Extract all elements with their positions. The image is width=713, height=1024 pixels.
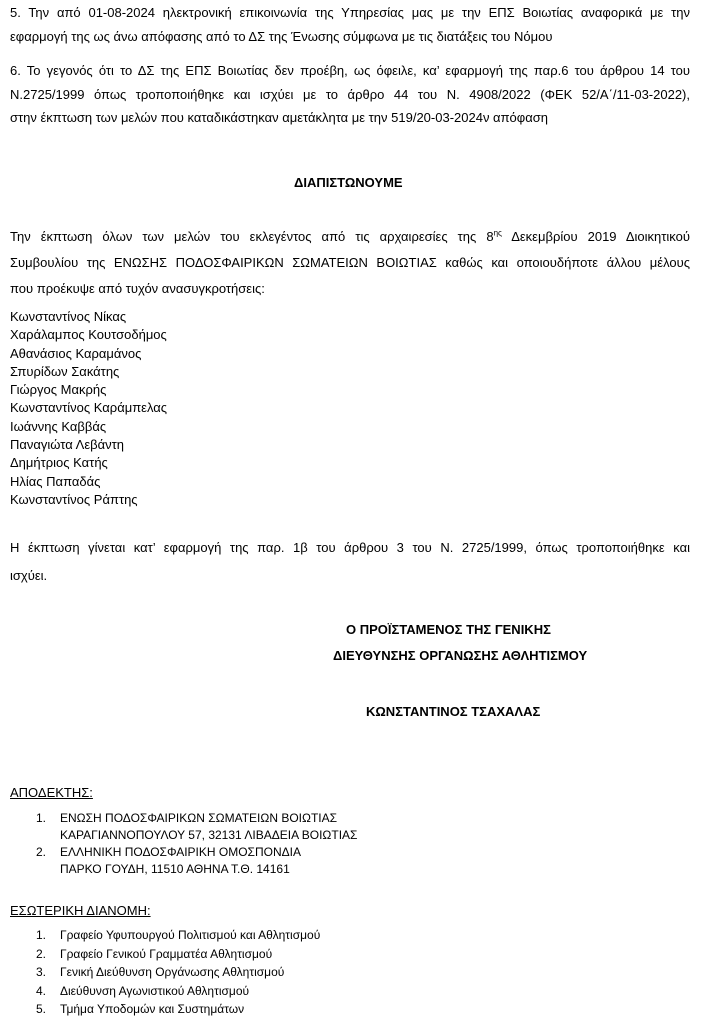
paragraph-6-line-3: στην έκπτωση των μελών που καταδικάστηκαν αμετάκλητα με την 519/20-03-2024ν απόφαση bbox=[10, 110, 548, 125]
list-item: 5. Τμήμα Υποδομών και Συστημάτων bbox=[36, 1002, 245, 1016]
list-item: Κωνσταντίνος Καράμπελας bbox=[10, 400, 168, 416]
list-item: Κωνσταντίνος Ράπτης bbox=[10, 491, 138, 507]
list-item: 2. Γραφείο Γενικού Γραμματέα Αθλητισμού bbox=[36, 946, 273, 961]
internal-distribution-list bbox=[36, 926, 320, 1019]
decision-heading: ΔΙΑΠΙΣΤΩΝΟΥΜΕ bbox=[294, 175, 403, 190]
list-item: Αθανάσιος Καραμάνος bbox=[10, 345, 142, 361]
list-item: 3. Γενική Διεύθυνση Οργάνωσης Αθλητισμού bbox=[36, 965, 285, 979]
list-item: Ιωάννης Καββάς bbox=[10, 418, 107, 434]
paragraph-6-line-1: 6. Το γεγονός ότι το ΔΣ της ΕΠΣ Βοιωτίας δεν προέβη, ως όφειλε, κα’ εφαρμογή της παρ.6 του άρθρου 14 του bbox=[10, 63, 690, 78]
list-item: 1. ΕΝΩΣΗ ΠΟΔΟΣΦΑΙΡΙΚΩΝ ΣΩΜΑΤΕΙΩΝ ΒΟΙΩΤΙΑΣ ΚΑΡΑΓΙΑΝΝΟΠΟΥΛΟΥ 57, 32131 ΛΙΒΑΔΕΙΑ ΒΟΙΩΤΙΑΣ bbox=[36, 811, 358, 842]
paragraph-5-line-2: εφαρμογή της ως άνω απόφασης από το ΔΣ της Ένωσης σύμφωνα με τις διατάξεις του Νόμου bbox=[10, 29, 553, 44]
paragraph-6-line-2: Ν.2725/1999 όπως τροποποιήθηκε και ισχύει με το άρθρο 44 του Ν. 4908/2022 (ΦΕΚ 52/Α΄/11-03-2022), bbox=[10, 87, 690, 102]
list-item: Χαράλαμπος Κουτσοδήμος bbox=[10, 327, 167, 343]
decision-line-2: Συμβουλίου της ΕΝΩΣΗΣ ΠΟΔΟΣΦΑΙΡΙΚΩΝ ΣΩΜΑΤΕΙΩΝ ΒΟΙΩΤΙΑΣ καθώς και οποιουδήποτε άλλου μέλους bbox=[10, 255, 690, 270]
list-item: Παναγιώτα Λεβάντη bbox=[10, 437, 124, 453]
list-item: 2. ΕΛΛΗΝΙΚΗ ΠΟΔΟΣΦΑΙΡΙΚΗ ΟΜΟΣΠΟΝΔΙΑ ΠΑΡΚΟ ΓΟΥΔΗ, 11510 ΑΘΗΝΑ Τ.Θ. 14161 bbox=[36, 845, 301, 876]
internal-distribution-label: ΕΣΩΤΕΡΙΚΗ ΔΙΑΝΟΜΗ: bbox=[10, 903, 151, 918]
decision-line-1: Την έκπτωση όλων των μελών του εκλεγέντος από τις αρχαιρεσίες της $8^{\eta\varsigma}$ Δεκεμβρίου 2019 Διοικητικού bbox=[10, 228, 690, 244]
signature-title-1: Ο ΠΡΟΪΣΤΑΜΕΝΟΣ ΤΗΣ ΓΕΝΙΚΗΣ bbox=[346, 622, 551, 637]
basis-line-1: Η έκπτωση γίνεται κατ’ εφαρμογή της παρ. 1β του άρθρου 3 του Ν. 2725/1999, όπως τροποποιήθηκε και bbox=[10, 540, 690, 555]
decision-line-3: που προέκυψε από τυχόν ανασυγκροτήσεις: bbox=[10, 281, 265, 296]
signature-title-2: ΔΙΕΥΘΥΝΣΗΣ ΟΡΓΑΝΩΣΗΣ ΑΘΛΗΤΙΣΜΟΥ bbox=[333, 648, 588, 663]
list-item: Ηλίας Παπαδάς bbox=[10, 473, 101, 489]
list-item: 4. Διεύθυνση Αγωνιστικού Αθλητισμού bbox=[36, 983, 250, 998]
basis-line-2: ισχύει. bbox=[10, 568, 48, 583]
recipients-label: ΑΠΟΔΕΚΤΗΣ: bbox=[10, 785, 93, 800]
members-list bbox=[10, 308, 167, 509]
list-item: Δημήτριος Κατής bbox=[10, 455, 108, 471]
signatory-name: ΚΩΝΣΤΑΝΤΙΝΟΣ ΤΣΑΧΑΛΑΣ bbox=[366, 704, 541, 719]
list-item: Κωνσταντίνος Νίκας bbox=[10, 309, 127, 324]
list-item: Γιώργος Μακρής bbox=[10, 382, 107, 398]
list-item: Σπυρίδων Σακάτης bbox=[10, 363, 120, 379]
paragraph-5-line-1: 5. Την από 01-08-2024 ηλεκτρονική επικοινωνία της Υπηρεσίας μας με την ΕΠΣ Βοιωτίας αναφορικά με την bbox=[10, 5, 690, 20]
recipients-list bbox=[36, 810, 357, 878]
list-item: 1. Γραφείο Υφυπουργού Πολιτισμού και Αθλητισμού bbox=[36, 928, 321, 942]
